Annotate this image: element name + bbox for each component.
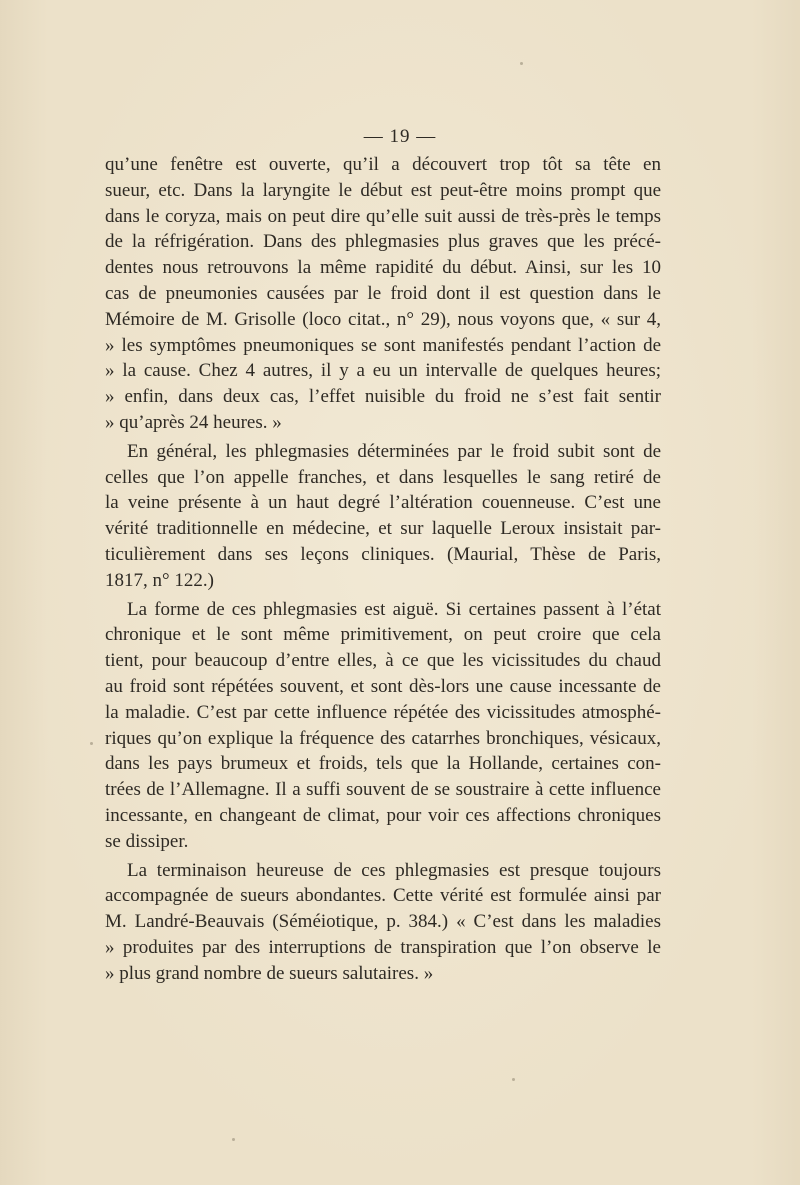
text-line: se dissiper. xyxy=(105,830,189,852)
text-line: » les symptômes pneumoniques se sont manifestés pendant l’action de xyxy=(105,334,661,356)
text-line: vérité traditionnelle en médecine, et sur laquelle Leroux insistait par- xyxy=(105,518,661,540)
text-line: la veine présente à un haut degré l’altération couenneuse. C’est une xyxy=(105,492,661,514)
paper-speck xyxy=(520,62,523,65)
paragraph-1 xyxy=(105,152,661,436)
text-line: trées de l’Allemagne. Il a suffi souvent de se soustraire à cette influence xyxy=(105,779,661,801)
page-number: — 19 — xyxy=(363,126,437,147)
text-line: » produites par des interruptions de transpiration que l’on observe le xyxy=(105,936,661,958)
text-line: riques qu’on explique la fréquence des catarrhes bronchiques, vésicaux, xyxy=(105,727,661,749)
text-line: » plus grand nombre de sueurs salutaires. » xyxy=(105,962,434,984)
text-line: cas de pneumonies causées par le froid dont il est question dans le xyxy=(105,282,661,304)
paper-speck xyxy=(512,1078,515,1081)
text-line: au froid sont répétées souvent, et sont dès-lors une cause incessante de xyxy=(105,675,661,697)
text-line: » qu’après 24 heures. » xyxy=(105,411,282,433)
paragraph-4 xyxy=(105,858,661,987)
text-line: celles que l’on appelle franches, et dans lesquelles le sang retiré de xyxy=(105,466,661,488)
text-line: de la réfrigération. Dans des phlegmasies plus graves que les précé- xyxy=(105,231,661,253)
text-line: La forme de ces phlegmasies est aiguë. Si certaines passent à l’état xyxy=(127,598,661,620)
text-line: qu’une fenêtre est ouverte, qu’il a découvert trop tôt sa tête en xyxy=(105,154,661,175)
text-line: La terminaison heureuse de ces phlegmasies est presque toujours xyxy=(127,859,661,881)
text-line: dentes nous retrouvons la même rapidité du début. Ainsi, sur les 10 xyxy=(105,257,661,279)
text-line: sueur, etc. Dans la laryngite le début est peut-être moins prompt que xyxy=(105,179,661,201)
text-line: dans les pays brumeux et froids, tels que la Hollande, certaines con- xyxy=(105,753,661,775)
text-line: incessante, en changeant de climat, pour voir ces affections chroniques xyxy=(105,804,661,826)
body-text xyxy=(105,152,661,987)
paper-speck xyxy=(90,742,93,745)
text-line: accompagnée de sueurs abondantes. Cette vérité est formulée ainsi par xyxy=(105,885,661,907)
text-line: Mémoire de M. Grisolle (loco citat., n° 29), nous voyons que, « sur 4, xyxy=(105,308,661,330)
text-line: 1817, n° 122.) xyxy=(105,569,214,591)
paper-speck xyxy=(232,1138,235,1141)
text-line: tient, pour beaucoup d’entre elles, à ce que les vicissitudes du chaud xyxy=(105,650,661,672)
text-line: la maladie. C’est par cette influence répétée des vicissitudes atmosphé- xyxy=(105,701,661,723)
text-line: » la cause. Chez 4 autres, il y a eu un intervalle de quelques heures; xyxy=(105,360,661,382)
paragraph-2 xyxy=(105,439,661,594)
text-line: M. Landré-Beauvais (Séméiotique, p. 384.) « C’est dans les maladies xyxy=(105,911,661,933)
text-line: ticulièrement dans ses leçons cliniques. (Maurial, Thèse de Paris, xyxy=(105,543,661,565)
text-line: chronique et le sont même primitivement, on peut croire que cela xyxy=(105,624,661,646)
text-line: » enfin, dans deux cas, l’effet nuisible du froid ne s’est fait sentir xyxy=(105,386,661,408)
paragraph-3 xyxy=(105,597,661,855)
text-line: En général, les phlegmasies déterminées par le froid subit sont de xyxy=(127,440,661,462)
text-line: dans le coryza, mais on peut dire qu’elle suit aussi de très-près le temps xyxy=(105,205,661,227)
